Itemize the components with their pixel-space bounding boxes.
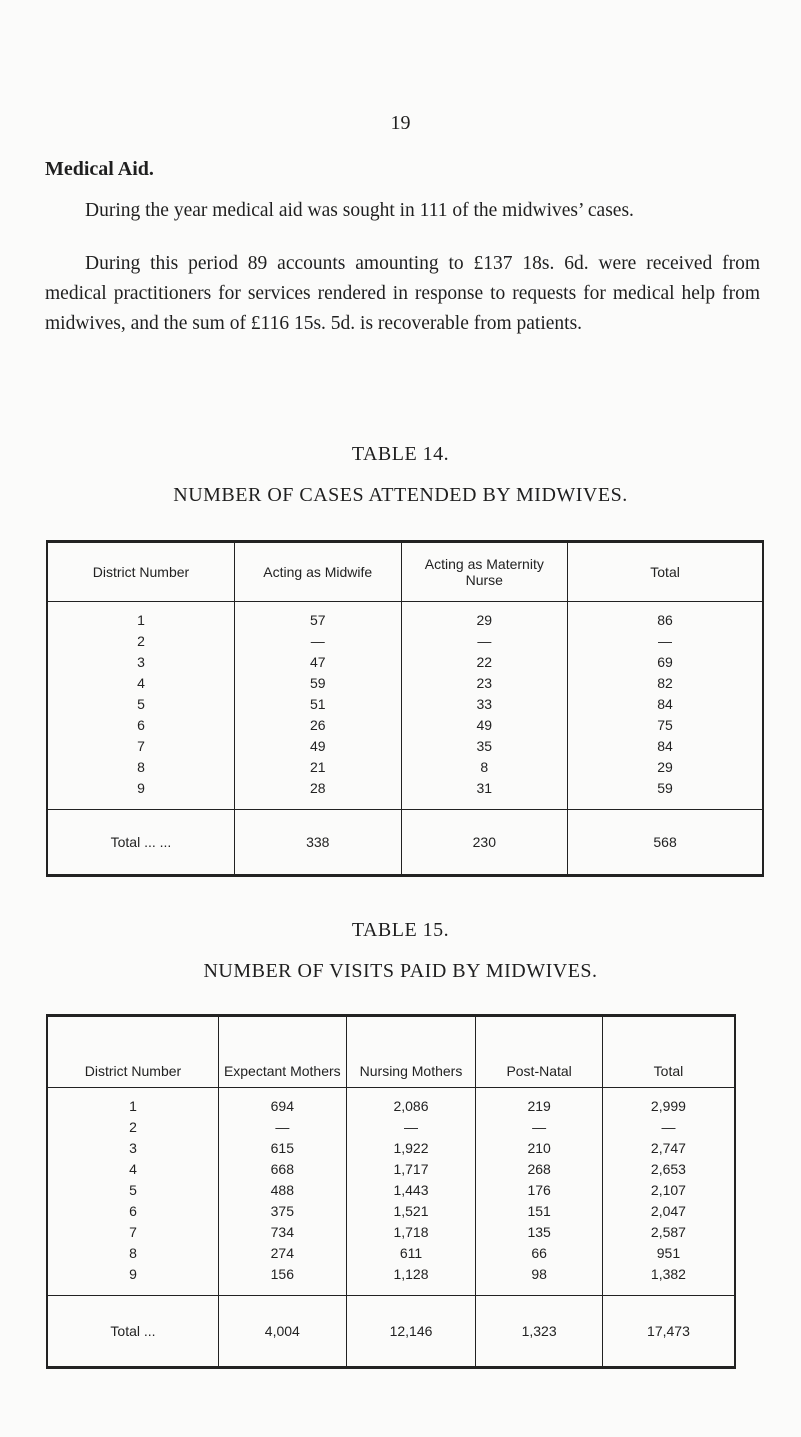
- table-cell: 4: [137, 675, 145, 691]
- table-cell: 2,086: [346, 1088, 476, 1118]
- table-cell: 49: [234, 736, 401, 757]
- table-cell: 2,653: [602, 1159, 735, 1180]
- table-cell: 6: [137, 717, 145, 733]
- table-cell: 86: [568, 602, 763, 632]
- table-row: [47, 1222, 735, 1243]
- table-row: [47, 736, 763, 757]
- table-cell: 1,521: [346, 1201, 476, 1222]
- table-row: [47, 652, 763, 673]
- page-number: 19: [390, 112, 411, 134]
- total-label: Total ...: [47, 1296, 218, 1368]
- table-cell: 1,718: [346, 1222, 476, 1243]
- table15-header-nursing: Nursing Mothers: [346, 1016, 476, 1088]
- table-cell: 951: [602, 1243, 735, 1264]
- paragraph-medical-aid-sought: During the year medical aid was sought in 111 of the midwives’ cases.: [85, 200, 634, 221]
- table-cell: —: [346, 1117, 476, 1138]
- table-cell: 98: [476, 1264, 603, 1296]
- section-heading: Medical Aid.: [45, 158, 154, 180]
- table-row: [47, 757, 763, 778]
- table-cell: 59: [568, 778, 763, 810]
- table14-title: NUMBER OF CASES ATTENDED BY MIDWIVES.: [173, 484, 628, 506]
- table-cell: 2,587: [602, 1222, 735, 1243]
- table-cell: —: [476, 1117, 603, 1138]
- table-cell: 210: [476, 1138, 603, 1159]
- total-cell: 4,004: [218, 1296, 346, 1368]
- total-label: Total ... ...: [47, 810, 234, 876]
- table-cell: 84: [568, 694, 763, 715]
- table-cell: 4: [129, 1161, 137, 1177]
- table-cell: 9: [129, 1266, 137, 1282]
- table-cell: 47: [234, 652, 401, 673]
- table-cell: 1,382: [602, 1264, 735, 1296]
- table-cell: 22: [401, 652, 568, 673]
- table-cell: 268: [476, 1159, 603, 1180]
- table14-header-maternity-nurse: Acting as Maternity Nurse: [401, 542, 568, 602]
- total-cell: 1,323: [476, 1296, 603, 1368]
- table15-header-post-natal: Post-Natal: [476, 1016, 603, 1088]
- table-cell: 2: [129, 1119, 137, 1135]
- table-row: [47, 1159, 735, 1180]
- table-cell: 2,047: [602, 1201, 735, 1222]
- table-cell: 66: [476, 1243, 603, 1264]
- table-cell: 31: [401, 778, 568, 810]
- table-cell: 7: [129, 1224, 137, 1240]
- table-cell: 274: [218, 1243, 346, 1264]
- table15: [46, 1014, 736, 1369]
- table-cell: 75: [568, 715, 763, 736]
- table-cell: 35: [401, 736, 568, 757]
- table15-title: NUMBER OF VISITS PAID BY MIDWIVES.: [203, 960, 598, 982]
- table-row: [47, 602, 763, 632]
- table-row: [47, 673, 763, 694]
- table-cell: 57: [234, 602, 401, 632]
- table-cell: 2,747: [602, 1138, 735, 1159]
- table-row: [47, 694, 763, 715]
- table-cell: 33: [401, 694, 568, 715]
- table-cell: —: [234, 631, 401, 652]
- table-cell: 8: [137, 759, 145, 775]
- table-cell: 2,107: [602, 1180, 735, 1201]
- table-cell: 1,717: [346, 1159, 476, 1180]
- table-cell: 1,128: [346, 1264, 476, 1296]
- table-row: [47, 1088, 735, 1118]
- table-cell: 734: [218, 1222, 346, 1243]
- table14-header-total: Total: [568, 542, 763, 602]
- table-row: [47, 778, 763, 810]
- table-cell: 135: [476, 1222, 603, 1243]
- total-cell: 338: [234, 810, 401, 876]
- table15-header-expectant: Expectant Mothers: [218, 1016, 346, 1088]
- total-cell: 568: [568, 810, 763, 876]
- table-cell: 176: [476, 1180, 603, 1201]
- table-cell: 1,922: [346, 1138, 476, 1159]
- table-cell: 5: [129, 1182, 137, 1198]
- table-cell: 5: [137, 696, 145, 712]
- table-cell: —: [401, 631, 568, 652]
- table-cell: 1,443: [346, 1180, 476, 1201]
- table14-header-district: District Number: [47, 542, 234, 602]
- table-cell: 21: [234, 757, 401, 778]
- table14-body: [47, 602, 763, 876]
- table-row: [47, 1243, 735, 1264]
- table-cell: 615: [218, 1138, 346, 1159]
- table-cell: 59: [234, 673, 401, 694]
- table-row: [47, 1264, 735, 1296]
- total-row: [47, 1296, 735, 1368]
- table-cell: 488: [218, 1180, 346, 1201]
- table-cell: 1: [137, 612, 145, 628]
- table-cell: 668: [218, 1159, 346, 1180]
- total-row: [47, 810, 763, 876]
- table-cell: 156: [218, 1264, 346, 1296]
- table-row: [47, 631, 763, 652]
- table-cell: 69: [568, 652, 763, 673]
- table15-header-total: Total: [602, 1016, 735, 1088]
- table-cell: 8: [401, 757, 568, 778]
- table-cell: —: [218, 1117, 346, 1138]
- table-cell: 82: [568, 673, 763, 694]
- table-cell: 51: [234, 694, 401, 715]
- table15-label: TABLE 15.: [351, 919, 450, 941]
- total-cell: 230: [401, 810, 568, 876]
- table-cell: 3: [137, 654, 145, 670]
- table14: [46, 540, 764, 877]
- table-cell: 7: [137, 738, 145, 754]
- table-cell: 84: [568, 736, 763, 757]
- table14-header-row: [47, 542, 763, 602]
- total-cell: 12,146: [346, 1296, 476, 1368]
- table-cell: 151: [476, 1201, 603, 1222]
- table14-header-midwife: Acting as Midwife: [234, 542, 401, 602]
- table-cell: 611: [346, 1243, 476, 1264]
- table-cell: 2,999: [602, 1088, 735, 1118]
- table-cell: 3: [129, 1140, 137, 1156]
- table-row: [47, 1201, 735, 1222]
- table-cell: 23: [401, 673, 568, 694]
- table15-header-row: [47, 1016, 735, 1088]
- table-cell: 29: [568, 757, 763, 778]
- table-cell: 2: [137, 633, 145, 649]
- table-cell: 49: [401, 715, 568, 736]
- table15-header-district: District Number: [47, 1016, 218, 1088]
- table-cell: 375: [218, 1201, 346, 1222]
- table-cell: 26: [234, 715, 401, 736]
- table-row: [47, 1117, 735, 1138]
- table-row: [47, 1180, 735, 1201]
- total-cell: 17,473: [602, 1296, 735, 1368]
- table-cell: 9: [137, 780, 145, 796]
- paragraph-accounts: During this period 89 accounts amounting to £137 18s. 6d. were received from medical practitioners for services rendered in response to requests for medical help from midwives, and the sum of £116 15s. 5d. is recoverable from patients.: [45, 253, 760, 334]
- table-cell: 29: [401, 602, 568, 632]
- table-cell: 1: [129, 1098, 137, 1114]
- table-cell: —: [568, 631, 763, 652]
- table-cell: 6: [129, 1203, 137, 1219]
- table-cell: 28: [234, 778, 401, 810]
- table-row: [47, 715, 763, 736]
- table14-label: TABLE 14.: [351, 443, 450, 465]
- table-cell: 694: [218, 1088, 346, 1118]
- table-cell: —: [602, 1117, 735, 1138]
- table-cell: 219: [476, 1088, 603, 1118]
- table-cell: 8: [129, 1245, 137, 1261]
- table-row: [47, 1138, 735, 1159]
- table15-body: [47, 1088, 735, 1368]
